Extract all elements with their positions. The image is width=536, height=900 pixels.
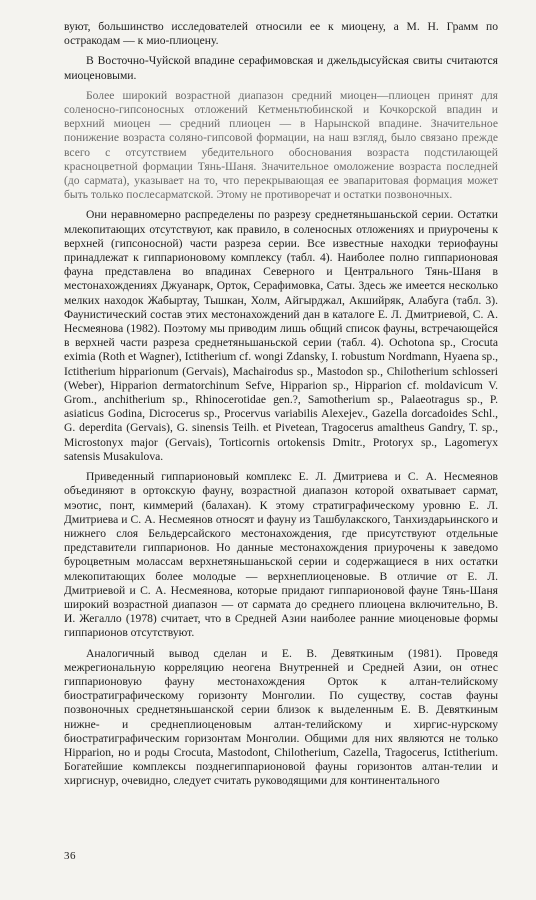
- paragraph-4: Они неравномерно распределены по разрезу среднетяньшаньской серии. Остатки млекопитающих отсутствуют, как правило, в соленосных отложениях и приурочены к верхней (гипсоносной) части разреза серии. Все известные находки териофауны принадлежат к гиппарионовому комплексу (табл. 4). Наиболее полно гиппарионовая фауна представлена во впадинах Северного и Центрального Тянь-Шаня в местонахождениях Джуанарк, Орток, Серафимовка, Саты. Здесь же имеется несколько мелких находок Жабыртау, Тышкан, Холм, Айгырджал, Акшийряк, Алабуга (табл. 3). Фаунистический состав этих местонахождений дан в каталоге Е. Л. Дмитриевой, С. А. Несмеянова (1982). Поэтому мы приводим лишь общий список фауны, встречающейся в верхней части разреза среднетяньшаньской серии (табл. 4). Ochotona sp., Crocuta eximia (Roth et Wagner), Ictitherium cf. wongi Zdansky, I. robustum Nordmann, Hyaena sp., Ictitherium hipparionum (Gervais), Machairodus sp., Mastodon sp., Chilotherium schlosseri (Weber), Hipparion dermatorchinum Sefve, Hipparion sp., Hipparion cf. moldavicum V. Grom., anchitherium sp., Rhinocerotidae gen.?, Samotherium sp., Palaeotragus sp., P. asiaticus Godina, Dicrocerus sp., Procervus variabilis Alexejev., Gazella dorcadoides Schl., G. deperdita (Gervais), G. sinensis Teilh. et Pivetean, Tragocerus amaltheus Gandry, T. sp., Microstonyx major (Gervais), Torticornis ortokensis Dmitr., Protoryx sp., Lagomeryx satensis Musakulova.: [64, 208, 498, 463]
- paragraph-2: В Восточно-Чуйской впадине серафимовская и джельдысуйская свиты считаются миоценовыми.: [64, 54, 498, 82]
- paragraph-3: Более широкий возрастной диапазон средний миоцен—плиоцен принят для соленосно-гипсоносных отложений Кетменьтюбинской и Кочкорской впадин и верхний миоцен — средний плиоцен — в Нарынской впадине. Значительное понижение возраста соляно-гипсовой формации, на наш взгляд, было связано прежде всего с отсутствием убедительного обоснования возраста подстилающей красноцветной формации Тянь-Шаня. Значительное омоложение возраста последней (до сармата), указывает на то, что перекрывающая ее эвапаритовая формация может быть только послесарматской. Этому не противоречат и остатки позвоночных.: [64, 88, 498, 202]
- page-number: 36: [64, 850, 76, 862]
- paragraph-6: Аналогичный вывод сделан и Е. В. Девяткиным (1981). Проведя межрегиональную корреляцию неогена Внутренней и Средней Азии, он отнес гиппарионовую фауну местонахождения Орток к алтан-телийскому биостратиграфическому горизонту Монголии. По существу, состав фауны позвоночных среднетяньшанской серии близок к выделенным Е. В. Девяткиным нижне- и среднеплиоценовым алтан-телийскому и хиргис-нурскому биостратиграфическим горизонтам Монголии. Общими для них являются не только Hipparion, но и роды Crocuta, Mastodont, Chilotherium, Cazella, Tragocerus, Ictitherium. Богатейшие комплексы позднегиппарионовой фауны горизонтов алтан-телии и хиргиснур, очевидно, следует считать руководящими для континентального: [64, 646, 498, 788]
- paragraph-1: вуют, большинство исследователей относили ее к миоцену, а М. Н. Грамм по остракодам — к мио-плиоцену.: [64, 20, 498, 48]
- paragraph-5: Приведенный гиппарионовый комплекс Е. Л. Дмитриева и С. А. Несмеянов объединяют в ортокскую фауну, возрастной диапазон которой охватывает сармат, мэотис, понт, киммерий (балахан). К этому стратиграфическому уровню Е. Л. Дмитриева и С. А. Несмеянов относят и фауну из Ташбулакского, Танхиздарьинского и нижнего слоя Бельдерсайского местонахождения, где присутствуют отдельные представители гиппарионов. Но данные местонахождения приурочены к заведомо буроцветным молассам верхнетяньшаньской серии и содержащиеся в них остатки млекопитающих более молодые — верхнеплиоценовые. В отличие от Е. Л. Дмитриевой и С. А. Несмеянова, которые придают гиппарионовой фауне Тянь-Шаня широкий возрастной диапазон — от сармата до среднего плиоцена включительно, В. И. Жегалло (1978) считает, что в Средней Азии наиболее ранние миоценовые формы гиппарионов отсутствуют.: [64, 470, 498, 640]
